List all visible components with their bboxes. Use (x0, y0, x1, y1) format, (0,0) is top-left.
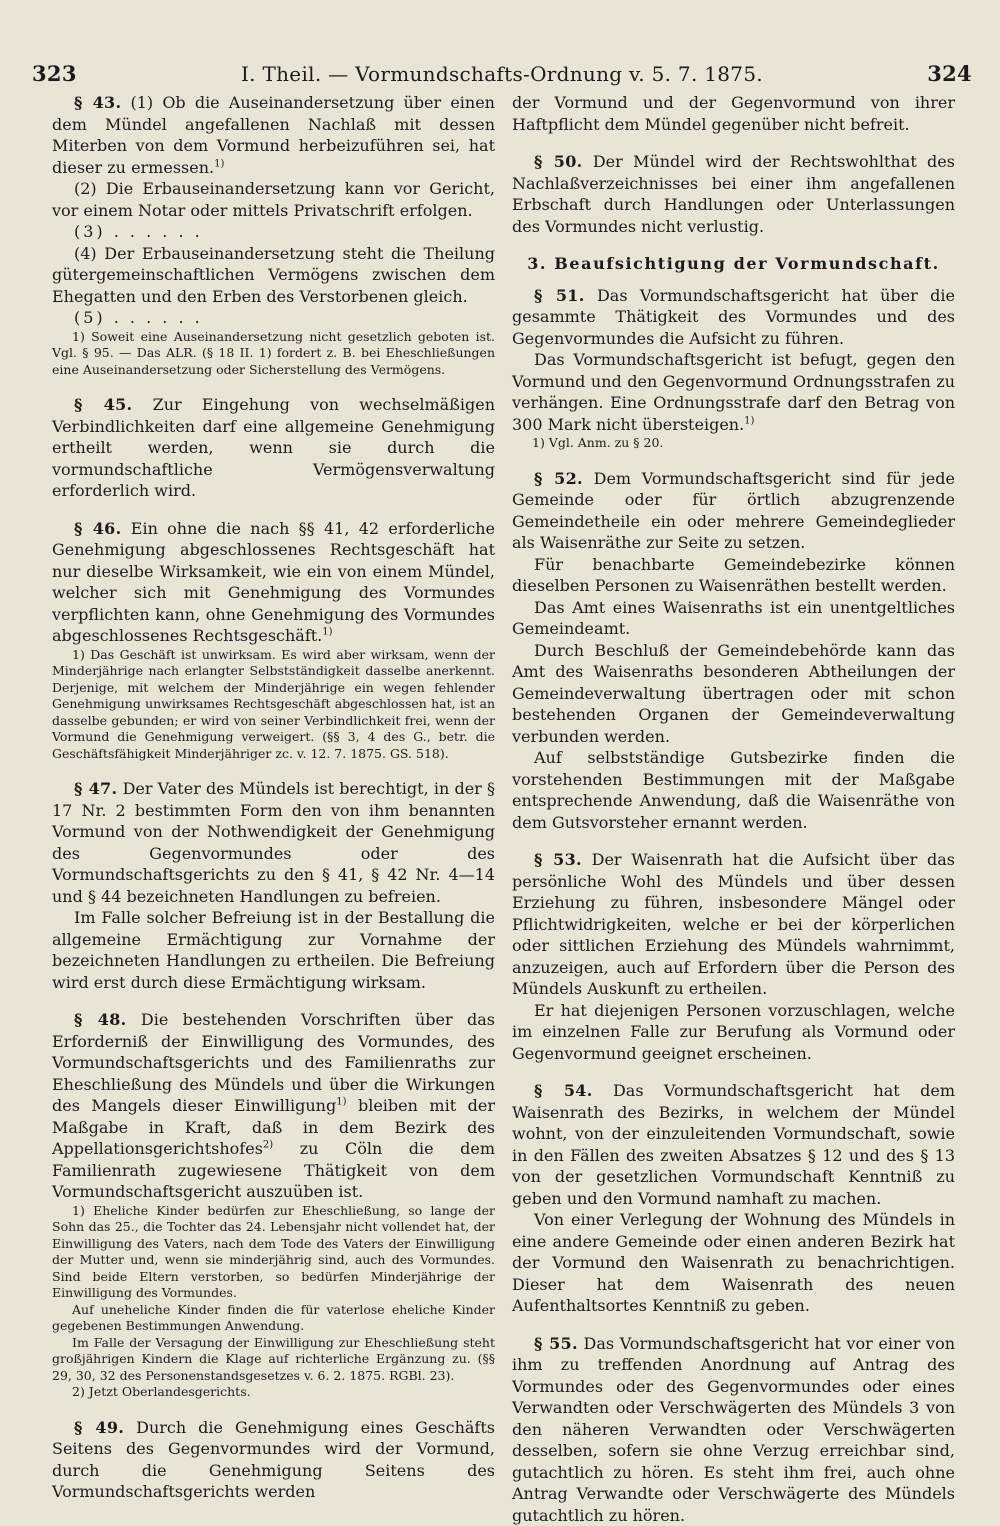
footnote-48-4: 2) Jetzt Oberlandesgerichts. (52, 1384, 495, 1401)
footnote-46: 1) Das Geschäft ist unwirksam. Es wird aber wirksam, wenn der Minderjährige nach erlangter Selbstständigkeit dasselbe anerkennt. Derjenige, mit welchem der Minderjährige ein wegen fehlender Genehmigung unwirksames Rechtsgeschäft abgeschlossen hat, ist an dasselbe gebunden; er wird von seiner Verbindlichkeit frei, wenn der Vormund die Genehmigung verweigert. (§§ 3, 4 des G., betr. die Geschäftsfähigkeit Minderjähriger zc. v. 12. 7. 1875. GS. 518). (52, 647, 495, 763)
paragraph-54-b: Von einer Verlegung der Wohnung des Mündels in eine andere Gemeinde oder einen anderen Bezirk hat der Vormund den Waisenrath zu benachrichtigen. Dieser hat dem Waisenrath des neuen Aufenthaltsortes Kenntniß zu geben. (512, 1209, 955, 1317)
paragraph-43-4: (4) Der Erbauseinandersetzung steht die Theilung gütergemeinschaftlichen Vermögens zwischen dem Ehegatten und den Erben des Verstorbenen gleich. (52, 243, 495, 308)
footnote-43: 1) Soweit eine Auseinandersetzung nicht gesetzlich geboten ist. Vgl. § 95. — Das ALR. (§ 18 II. 1) fordert z. B. bei Eheschließungen eine Auseinandersetzung oder Sicherstellung des Vermögens. (52, 329, 495, 379)
paragraph-48: § 48. Die bestehenden Vorschriften über das Erforderniß der Einwilligung des Vormundes, des Vormundschaftsgerichts und des Familienraths zur Eheschließung des Mündels und über die Wirkungen des Mangels dieser Einwilligung$^{1)}$ bleiben mit der Maßgabe in Kraft, daß in dem Bezirk des Appellationsgerichtshofes$^{2)}$ zu Cöln die dem Familienrath zugewiesene Thätigkeit von dem Vormundschaftsgericht auszuüben ist. (52, 1009, 495, 1203)
footnote-51: 1) Vgl. Anm. zu § 20. (512, 435, 955, 452)
running-title: I. Theil. — Vormundschafts-Ordnung v. 5. 7. 1875. (241, 62, 763, 86)
paragraph-55: § 55. Das Vormundschaftsgericht hat vor einer von ihm zu treffenden Anordnung auf Antrag des Vormundes oder des Gegenvormundes oder eines Verwandten oder Verschwägerten des Mündels 3 von den näheren Verwandten oder Verschwägerten desselben, sofern sie ohne Verzug erreichbar sind, gutachtlich zu hören. Es steht ihm frei, auch ohne Antrag Verwandte oder Verschwägerte des Mündels gutachtlich zu hören. (512, 1333, 955, 1526)
footnote-ref: 2) (263, 1140, 273, 1151)
paragraph-51: § 51. Das Vormundschaftsgericht hat über die gesammte Thätigkeit des Vormundes und des Gegenvormundes die Aufsicht zu führen. (512, 285, 955, 350)
left-column (52, 92, 495, 1302)
paragraph-53: § 53. Der Waisenrath hat die Aufsicht über das persönliche Wohl des Mündels und über dessen Erziehung zu führen, insbesondere Mängel oder Pflichtwidrigkeiten, welche er bei der körperlichen oder sittlichen Erziehung des Mündels wahrnimmt, anzuzeigen, auch auf Erfordern über die Person des Mündels Auskunft zu ertheilen. (512, 849, 955, 1000)
paragraph-51-b: Das Vormundschaftsgericht ist befugt, gegen den Vormund und den Gegenvormund Ordnungsstrafen zu verhängen. Eine Ordnungsstrafe darf den Betrag von 300 Mark nicht übersteigen.$^{1)}$ (512, 349, 955, 435)
paragraph-54: § 54. Das Vormundschaftsgericht hat dem Waisenrath des Bezirks, in welchem der Mündel wohnt, von der einzuleitenden Vormundschaft, sowie in den Fällen des zweiten Absatzes § 12 und des § 13 von der gesetzlichen Vormundschaft Kenntniß zu geben und den Vormund namhaft zu machen. (512, 1080, 955, 1209)
paragraph-46: § 46. Ein ohne die nach §§ 41, 42 erforderliche Genehmigung abgeschlossenes Rechtsgeschäft hat nur dieselbe Wirksamkeit, wie ein von einem Mündel, welcher sich mit Genehmigung des Vormundes verpflichten kann, ohne Genehmigung des Vormundes abgeschlossenes Rechtsgeschäft.$^{1)}$ (52, 518, 495, 647)
paragraph-43-2: (2) Die Erbauseinandersetzung kann vor Gericht, vor einem Notar oder mittels Privatschrift erfolgen. (52, 178, 495, 221)
footnote-ref: 1) (322, 627, 332, 638)
footnote-ref: 1) (744, 415, 754, 426)
footnote-48-3: Im Falle der Versagung der Einwilligung zur Eheschließung steht großjährigen Kindern die Klage auf richterliche Ergänzung zu. (§§ 29, 30, 32 des Personenstandsgesetzes v. 6. 2. 1875. RGBl. 23). (52, 1335, 495, 1385)
paragraph-53-b: Er hat diejenigen Personen vorzuschlagen, welche im einzelnen Falle zur Berufung als Vormund oder Gegenvormund geeignet erscheinen. (512, 1000, 955, 1065)
footnote-48-2: Auf uneheliche Kinder finden die für vaterlose eheliche Kinder gegebenen Bestimmungen Anwendung. (52, 1302, 495, 1335)
paragraph-52-b: Für benachbarte Gemeindebezirke können dieselben Personen zu Waisenräthen bestellt werden. (512, 554, 955, 597)
page-number-left: 323 (32, 61, 77, 86)
paragraph-45: § 45. Zur Eingehung von wechselmäßigen Verbindlichkeiten darf eine allgemeine Genehmigung ertheilt werden, wenn sie durch die vormundschaftliche Vermögensverwaltung erforderlich wird. (52, 394, 495, 502)
section-heading: 3. Beaufsichtigung der Vormundschaft. (512, 253, 955, 275)
paragraph-47-b: Im Falle solcher Befreiung ist in der Bestallung die allgemeine Ermächtigung zur Vornahme der bezeichneten Handlungen zu ertheilen. Die Befreiung wird erst durch diese Ermächtigung wirksam. (52, 907, 495, 993)
paragraph-52-d: Durch Beschluß der Gemeindebehörde kann das Amt des Waisenraths besonderen Abtheilungen der Gemeindeverwaltung übertragen oder mit schon bestehenden Organen der Gemeindeverwaltung verbunden werden. (512, 640, 955, 748)
paragraph-52-e: Auf selbstständige Gutsbezirke finden die vorstehenden Bestimmungen mit der Maßgabe entsprechende Anwendung, daß die Waisenräthe von dem Gutsvorsteher ernannt werden. (512, 747, 955, 833)
paragraph-52-c: Das Amt eines Waisenraths ist ein unentgeltliches Gemeindeamt. (512, 597, 955, 640)
paragraph-43: § 43. (1) Ob die Auseinandersetzung über einen dem Mündel angefallenen Nachlaß mit dessen Miterben von dem Vormund herbeizuführen sei, hat dieser zu ermessen.$^{1)}$ (52, 92, 495, 178)
omission-43-3: (3) . . . . . . (52, 221, 495, 243)
page-number-right: 324 (927, 61, 972, 86)
footnote-ref: 1) (336, 1097, 346, 1108)
footnote-48-1: 1) Eheliche Kinder bedürfen zur Eheschließung, so lange der Sohn das 25., die Tochter das 24. Lebensjahr nicht vollendet hat, der Einwilligung des Vaters, nach dem Tode des Vaters der Einwilligung der Mutter und, wenn sie minderjährig sind, auch des Vormundes. Sind beide Eltern verstorben, so bedürfen Minderjährige der Einwilligung des Vormundes. (52, 1203, 495, 1302)
running-header (32, 56, 972, 86)
paragraph-49-continued: der Vormund und der Gegenvormund von ihrer Haftpflicht dem Mündel gegenüber nicht befreit. (512, 92, 955, 135)
paragraph-52: § 52. Dem Vormundschaftsgericht sind für jede Gemeinde oder für örtlich abzugrenzende Gemeindetheile ein oder mehrere Gemeindeglieder als Waisenräthe zur Seite zu setzen. (512, 468, 955, 554)
right-column (512, 92, 955, 1302)
omission-43-5: (5) . . . . . . (52, 307, 495, 329)
paragraph-47: § 47. Der Vater des Mündels ist berechtigt, in der § 17 Nr. 2 bestimmten Form den von ihm benannten Vormund von der Nothwendigkeit der Genehmigung des Gegenvormundes oder des Vormundschaftsgerichts zu den § 41, § 42 Nr. 4—14 und § 44 bezeichneten Handlungen zu befreien. (52, 778, 495, 907)
paragraph-49: § 49. Durch die Genehmigung eines Geschäfts Seitens des Gegenvormundes wird der Vormund, durch die Genehmigung Seitens des Vormundschaftsgerichts werden (52, 1417, 495, 1503)
footnote-ref: 1) (214, 158, 224, 169)
paragraph-50: § 50. Der Mündel wird der Rechtswohlthat des Nachlaßverzeichnisses bei einer ihm angefallenen Erbschaft durch Handlungen oder Unterlassungen des Vormundes nicht verlustig. (512, 151, 955, 237)
